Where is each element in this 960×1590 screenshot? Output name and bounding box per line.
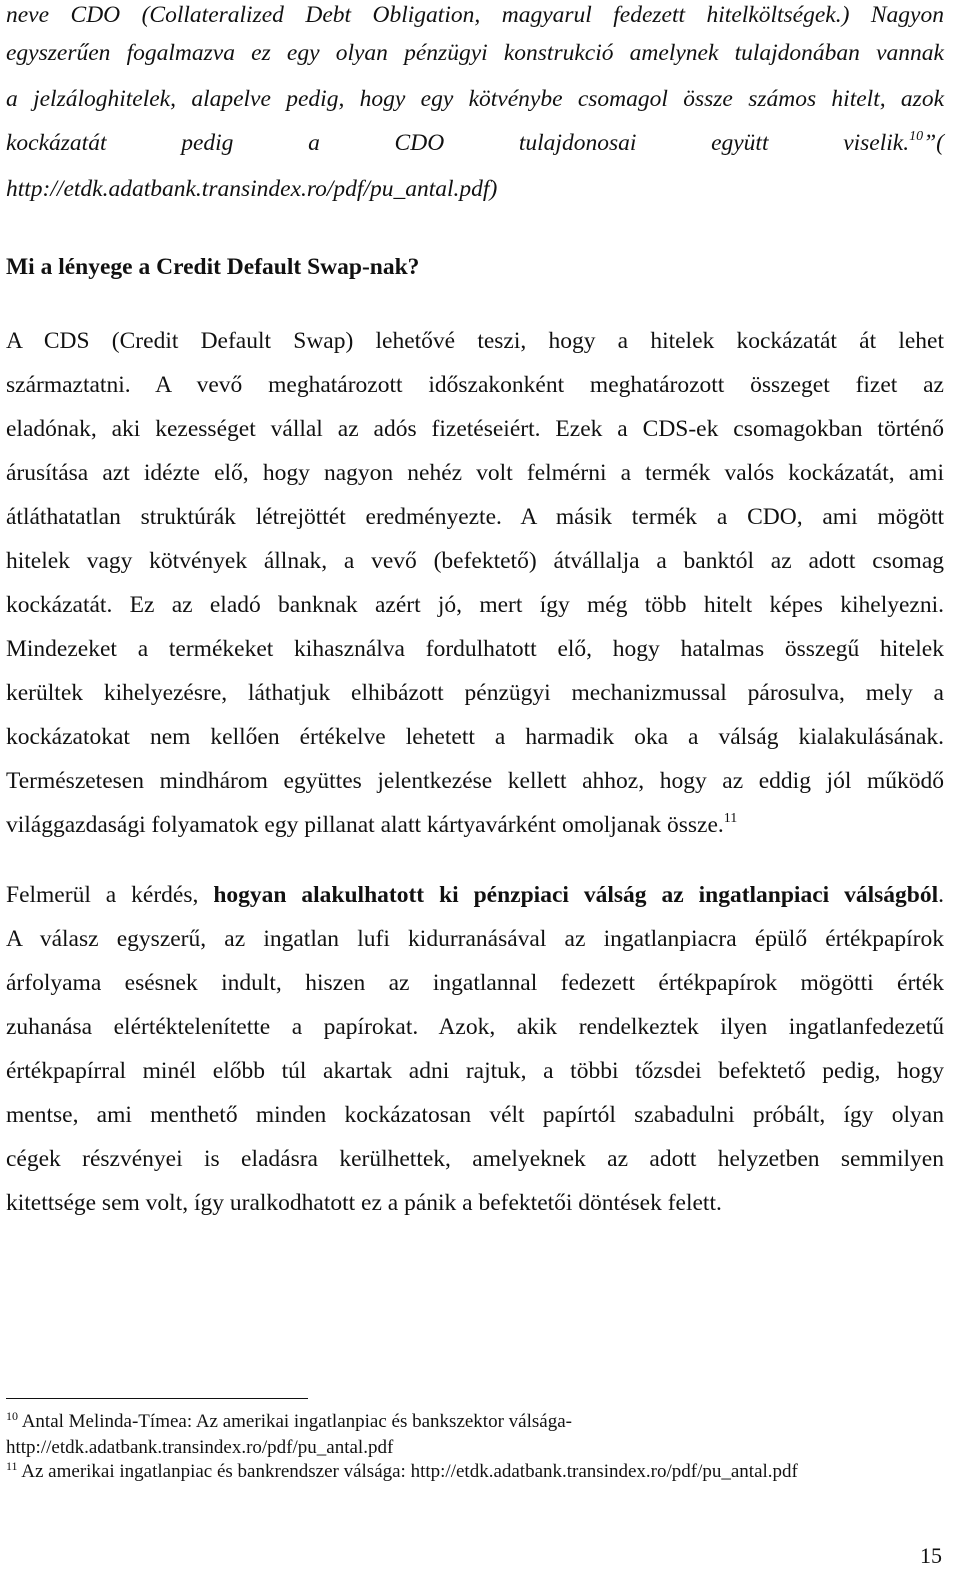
paragraph-line: mentse, ami menthető minden kockázatosan vélt papírtól szabadulni próbált, így olyan [6, 1102, 944, 1128]
paragraph-line: A válasz egyszerű, az ingatlan lufi kidurranásával az ingatlanpiacra épülő értékpapírok [6, 926, 944, 952]
paragraph-line: kitettsége sem volt, így uralkodhatott ez a pánik a befektetői döntések felett. [6, 1190, 722, 1216]
intro-source-link: http://etdk.adatbank.transindex.ro/pdf/pu_antal.pdf) [6, 176, 498, 202]
paragraph-line: kockázatokat nem kellően értékelve lehetett a harmadik oka a válság kialakulásának. [6, 724, 944, 750]
footnote-10-link: http://etdk.adatbank.transindex.ro/pdf/pu_antal.pdf [6, 1437, 394, 1458]
paragraph-line-with-footnote [6, 810, 944, 840]
intro-line-with-footnote [6, 128, 944, 158]
question-end: . [938, 882, 945, 908]
paragraph-line-with-bold [6, 880, 944, 910]
paragraph-line: átláthatatlan struktúrák létrejöttét eredményezte. A másik termék a CDO, ami mögött [6, 504, 944, 530]
intro-line: egyszerűen fogalmazva ez egy olyan pénzügyi konstrukció amelynek tulajdonában vannak [6, 40, 944, 66]
footnote-text: Az amerikai ingatlanpiac és bankrendszer válsága: http://etdk.adatbank.transindex.ro/pdf/pu_antal.pdf [17, 1461, 798, 1482]
paragraph-line: kerültek kihelyezésre, láthatjuk elhibázott pénzügyi mechanizmussal párosulva, mely a [6, 680, 944, 706]
paragraph-line: cégek részvényei is eladásra kerülhettek, amelyeknek az adott helyzetben semmilyen [6, 1146, 944, 1172]
paragraph-line: árusítása azt idézte elő, hogy nagyon nehéz volt felmérni a termék valós kockázatát, ami [6, 460, 944, 486]
paragraph-line: árfolyama esésnek indult, hiszen az ingatlannal fedezett értékpapírok mögötti érték [6, 970, 944, 996]
intro-line: neve CDO (Collateralized Debt Obligation, magyarul fedezett hitelköltségek.) Nagyon [6, 2, 944, 28]
footnote-11 [6, 1460, 798, 1484]
paragraph-line-text: világgazdasági folyamatok egy pillanat alatt kártyavárként omoljanak össze. [6, 812, 724, 838]
footnote-10 [6, 1410, 572, 1434]
page-number: 15 [920, 1543, 942, 1568]
bold-question: hogyan alakulhatott ki pénzpiaci válság az ingatlanpiaci válságból [213, 882, 939, 908]
intro-line: a jelzáloghitelek, alapelve pedig, hogy egy kötvénybe csomagol össze számos hitelt, azok [6, 86, 944, 112]
footnote-text: Antal Melinda-Tímea: Az amerikai ingatlanpiac és bankszektor válsága- [18, 1411, 572, 1432]
section-heading: Mi a lényege a Credit Default Swap-nak? [6, 254, 420, 280]
footnote-number: 10 [6, 1409, 18, 1423]
paragraph-line: származtatni. A vevő meghatározott időszakonként meghatározott összeget fizet az [6, 372, 944, 398]
paragraph-line: Természetesen mindhárom együttes jelentkezése kellett ahhoz, hogy az eddig jól működő [6, 768, 944, 794]
paragraph-line: értékpapírral minél előbb túl akartak adni rajtuk, a többi tőzsdei befektető pedig, hogy [6, 1058, 944, 1084]
question-intro: Felmerül a kérdés, [6, 882, 214, 908]
paragraph-line: zuhanása elértéktelenítette a papírokat. Azok, akik rendelkeztek ilyen ingatlanfedezetű [6, 1014, 944, 1040]
footnote-separator [6, 1398, 308, 1399]
footnote-ref-11: 11 [723, 811, 738, 826]
paragraph-line: Mindezeket a termékeket kihasználva fordulhatott elő, hogy hatalmas összegű hitelek [6, 636, 944, 662]
footnote-number: 11 [6, 1459, 18, 1473]
paragraph-line: eladónak, aki kezességet vállal az adós fizetéseiért. Ezek a CDS-ek csomagokban történő [6, 416, 944, 442]
footnote-ref-10: 10 [909, 129, 924, 144]
paragraph-line: kockázatát. Ez az eladó banknak azért jó, mert így még több hitelt képes kihelyezni. [6, 592, 944, 618]
intro-line-tail: ”( [923, 130, 944, 156]
paragraph-line: A CDS (Credit Default Swap) lehetővé teszi, hogy a hitelek kockázatát át lehet [6, 328, 944, 354]
paragraph-line: hitelek vagy kötvények állnak, a vevő (befektető) átvállalja a banktól az adott csomag [6, 548, 944, 574]
intro-line-text: kockázatát pedig a CDO tulajdonosai együtt viselik. [6, 130, 910, 156]
